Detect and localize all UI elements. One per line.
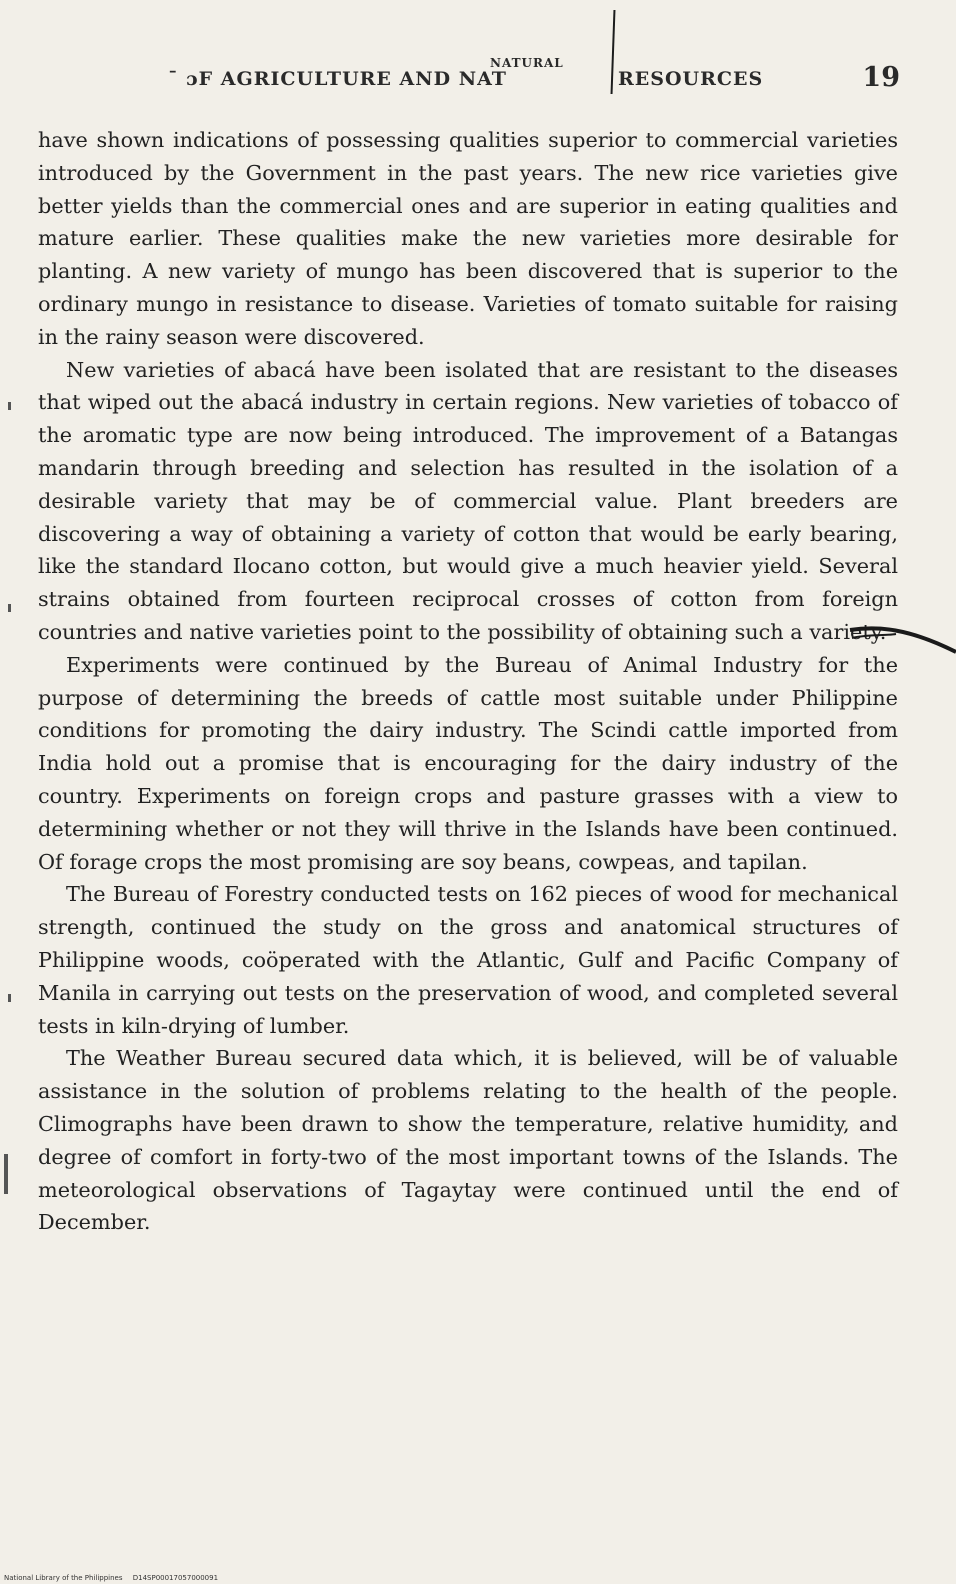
running-header bbox=[160, 56, 900, 106]
paragraph-forestry: The Bureau of Forestry conducted tests on 162 pieces of wood for mechanical strength, continued the study on the gross and anatomical structures of Philippine woods, coöperated with the Atlantic, Gulf and Pacific Company of Manila in carrying out tests on the preservation of wood, and completed several tests in kiln-drying of lumber. bbox=[38, 882, 898, 1038]
margin-mark bbox=[4, 1154, 8, 1194]
header-title-natural: NATURAL bbox=[490, 56, 564, 70]
footer-library-name: National Library of the Philippines bbox=[4, 1574, 123, 1582]
paragraph-animal-industry: Experiments were continued by the Bureau of Animal Industry for the purpose of determining the breeds of cattle most suitable under Philippine conditions for promoting the dairy industry. The Scindi cattle imported from India hold out a promise that is encouraging for the dairy industry of the country. Experiments on foreign crops and pasture grasses with a view to determining whether or not they will thrive in the Islands have been continued. Of forage crops the most promising are soy beans, cowpeas, and tapilan. bbox=[38, 652, 898, 874]
footer-scan-code: D14SP00017057000091 bbox=[132, 1574, 219, 1582]
margin-mark bbox=[8, 604, 11, 612]
body-text bbox=[38, 124, 898, 1239]
scan-footer bbox=[4, 1574, 226, 1582]
header-title-right: RESOURCES bbox=[618, 68, 764, 90]
margin-mark bbox=[8, 402, 11, 410]
page-number: 19 bbox=[862, 62, 900, 93]
paragraph-rice-mungo-tomato: have shown indications of possessing qualities superior to commercial varieties introduced by the Government in the past years. The new rice varieties give better yields than the commercial ones and are superior in eating qualities and mature earlier. These qualities make the new varieties more desirable for planting. A new variety of mungo has been discovered that is superior to the ordinary mungo in resistance to disease. Varieties of tomato suitable for raising in the rainy season were discovered. bbox=[38, 128, 898, 349]
margin-mark bbox=[8, 994, 11, 1002]
pen-stroke-mark bbox=[848, 612, 956, 662]
paragraph-abaca-tobacco-cotton: New varieties of abacá have been isolated that are resistant to the diseases that wiped out the abacá industry in certain regions. New varieties of tobacco of the aromatic type are now being introduced. The improvement of a Batangas mandarin through breeding and selection has resulted in the isolation of a desirable variety that may be of commercial value. Plant breeders are discovering a way of obtaining a variety of cotton that would be early bearing, like the standard Ilocano cotton, but would give a much heavier yield. Several strains obtained from fourteen reciprocal crosses of cotton from foreign countries and native varieties point to the possibility of obtaining such a variety. bbox=[38, 357, 898, 644]
header-title-left: ˉ ɔF AGRICULTURE AND NAT bbox=[168, 68, 507, 90]
paragraph-weather-bureau: The Weather Bureau secured data which, it is believed, will be of valuable assistance in the solution of problems relating to the health of the people. Climographs have been drawn to show the temperature, relative humidity, and degree of comfort in forty-two of the most important towns of the Islands. The meteorological observations of Tagaytay were continued until the end of December. bbox=[38, 1046, 898, 1235]
